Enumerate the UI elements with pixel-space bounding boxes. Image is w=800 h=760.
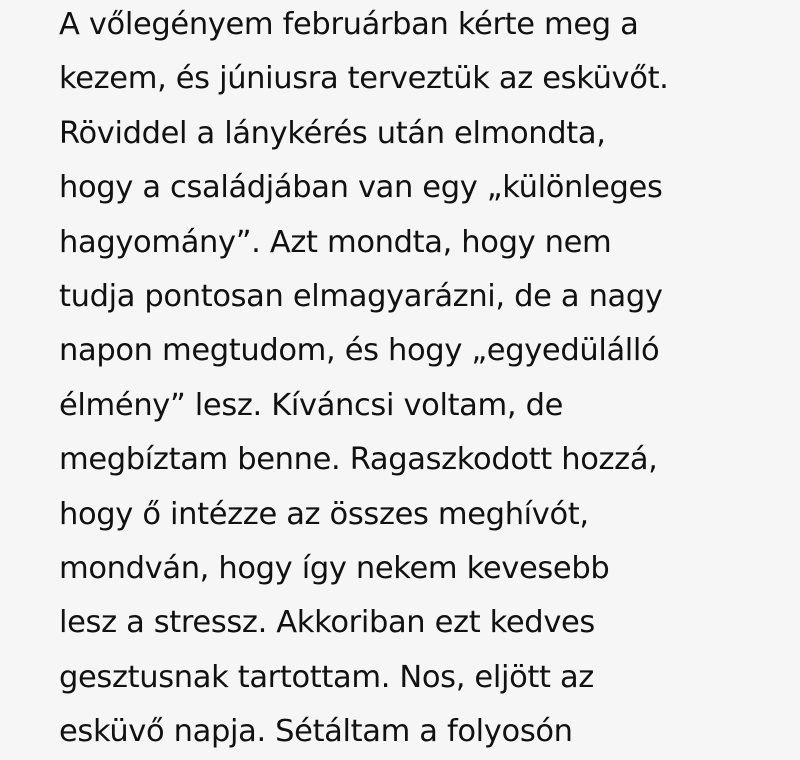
text-line: hogy a családjában van egy „különleges: [59, 170, 663, 206]
text-line: tudja pontosan elmagyarázni, de a nagy: [59, 279, 663, 315]
text-line: hagyomány”. Azt mondta, hogy nem: [59, 224, 612, 260]
text-line: élmény” lesz. Kíváncsi voltam, de: [59, 387, 564, 423]
text-line: megbíztam benne. Ragaszkodott hozzá,: [59, 442, 658, 478]
text-line: A vőlegényem februárban kérte meg a: [59, 7, 639, 42]
text-line: esküvő napja. Sétáltam a folyosón: [59, 714, 573, 750]
text-line: hogy ő intézze az összes meghívót,: [59, 496, 589, 532]
text-line: gesztusnak tartottam. Nos, eljött az: [59, 659, 594, 695]
text-line: kezem, és júniusra terveztük az esküvőt.: [59, 61, 669, 97]
text-line: mondván, hogy így nekem kevesebb: [59, 551, 610, 587]
story-text: [59, 0, 800, 760]
text-line: lesz a stressz. Akkoriban ezt kedves: [59, 605, 595, 641]
text-line: Röviddel a lánykérés után elmondta,: [59, 115, 606, 151]
text-line: napon megtudom, és hogy „egyedülálló: [59, 333, 660, 369]
